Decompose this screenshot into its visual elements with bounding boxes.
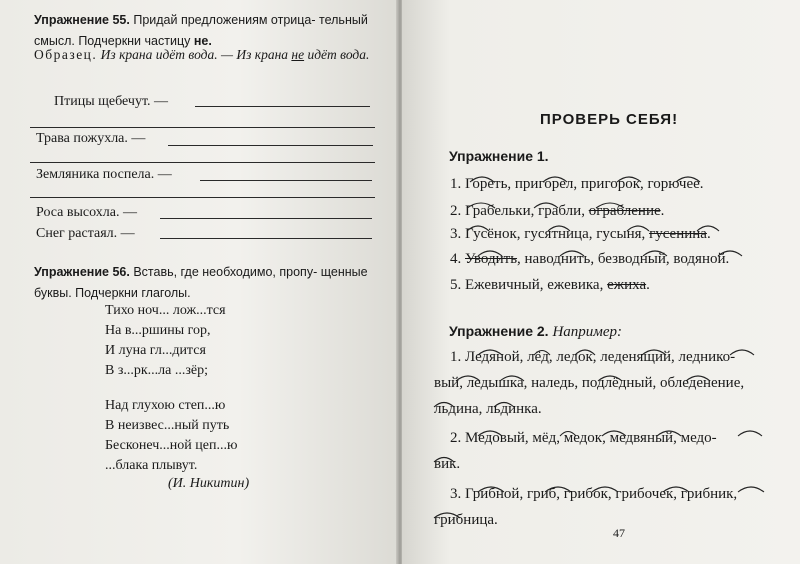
- exercise-2-label: Упражнение 2.: [449, 323, 549, 339]
- ex55-line-1: Птицы щебечут. —: [54, 94, 169, 109]
- ex1-item-1: 1. Гореть, пригорел, пригорок, горючее.: [450, 176, 704, 192]
- ex1-item-3: 3. Гусёнок, гусятница, гусыня, гусенина.: [450, 226, 711, 242]
- check-yourself-title: ПРОВЕРЬ СЕБЯ!: [540, 111, 679, 128]
- ex2-line-3: льдина, льдинка.: [434, 401, 542, 417]
- struck-word: ежиха: [607, 277, 647, 293]
- sample-answer-1: Из крана: [236, 47, 289, 62]
- page-number: 47: [613, 526, 625, 540]
- answer-line[interactable]: [200, 180, 372, 181]
- poem-line: В неизвес...ный путь: [105, 418, 230, 433]
- ex2-line-1: 1. Ледяной, лёд, ледок, леденящий, леднико-: [450, 349, 736, 365]
- poem-line: В з...рк...ла ...зёр;: [105, 363, 209, 378]
- sample-label: Образец.: [34, 47, 98, 62]
- exercise-55-text-2: тельный смысл. Подчеркни частицу: [34, 13, 368, 48]
- exercise-2-title: [449, 323, 622, 341]
- exercise-56-text-1: Вставь, где необходимо, пропу-: [133, 265, 318, 279]
- ex2-line-7: грибница.: [434, 512, 498, 528]
- exercise-55-text-1: Придай предложениям отрица-: [133, 13, 316, 27]
- answer-line[interactable]: [168, 145, 373, 146]
- answer-line[interactable]: [195, 106, 370, 107]
- ex2-line-6: 3. Грибной, гриб, грибок, грибочек, грибник,: [450, 486, 738, 502]
- sample-text: Из крана идёт вода. —: [100, 47, 233, 62]
- answer-line[interactable]: [30, 127, 375, 128]
- ex1-item-2: 2. Грабельки, грабли, ограбление.: [450, 203, 665, 219]
- poem-line: И луна гл...дится: [105, 343, 206, 358]
- ex1-item-4: 4. Уводить, наводнить, безводный, водяной.: [450, 251, 730, 267]
- poem-line: Над глухою степ...ю: [105, 398, 226, 413]
- poem-line: Бесконеч...ной цеп...ю: [105, 438, 238, 453]
- answer-line[interactable]: [160, 238, 372, 239]
- exercise-55-title: Упражнение 55.: [34, 13, 130, 27]
- exercise-1-title: Упражнение 1.: [449, 148, 549, 164]
- exercise-55-sample: [34, 44, 379, 65]
- exercise-56-text-2: щенные буквы. Подчеркни глаголы.: [34, 265, 368, 300]
- poem-line: ...блака плывут.: [105, 458, 198, 473]
- exercise-56-instruction: [34, 262, 374, 304]
- answer-line[interactable]: [30, 162, 375, 163]
- ex55-line-2: Трава пожухла. —: [36, 131, 146, 146]
- left-page: [0, 0, 398, 564]
- struck-word: гусенина: [649, 226, 707, 242]
- particle-ne: не.: [193, 34, 212, 48]
- ex55-line-3: Земляника поспела. —: [36, 167, 172, 182]
- ex1-item-5: 5. Ежевичный, ежевика, ежиха.: [450, 277, 650, 293]
- poem-line: На в...ршины гор,: [105, 323, 211, 338]
- struck-word: ограбление: [588, 203, 661, 219]
- ex55-line-5: Снег растаял. —: [36, 226, 135, 241]
- ex2-line-5: вик.: [434, 456, 461, 472]
- ex2-line-4: 2. Медовый, мёд, медок, медвяный, медо-: [450, 430, 717, 446]
- sample-answer-2: идёт вода.: [307, 47, 370, 62]
- poem-author: (И. Никитин): [168, 476, 250, 491]
- ex55-line-4: Роса высохла. —: [36, 205, 137, 220]
- ex2-line-2: вый, ледышка, наледь, подлёдный, обледенение,: [434, 375, 745, 391]
- poem-stanza-1: [105, 301, 226, 381]
- struck-word: Уводить: [465, 251, 518, 267]
- exercise-56-title: Упражнение 56.: [34, 265, 130, 279]
- answer-line[interactable]: [30, 197, 375, 198]
- poem-stanza-2: [105, 396, 237, 476]
- poem-line: Тихо ноч... лож...тся: [105, 303, 226, 318]
- example-label: Например:: [552, 324, 623, 340]
- sample-ne: не: [291, 47, 305, 62]
- answer-line[interactable]: [160, 218, 372, 219]
